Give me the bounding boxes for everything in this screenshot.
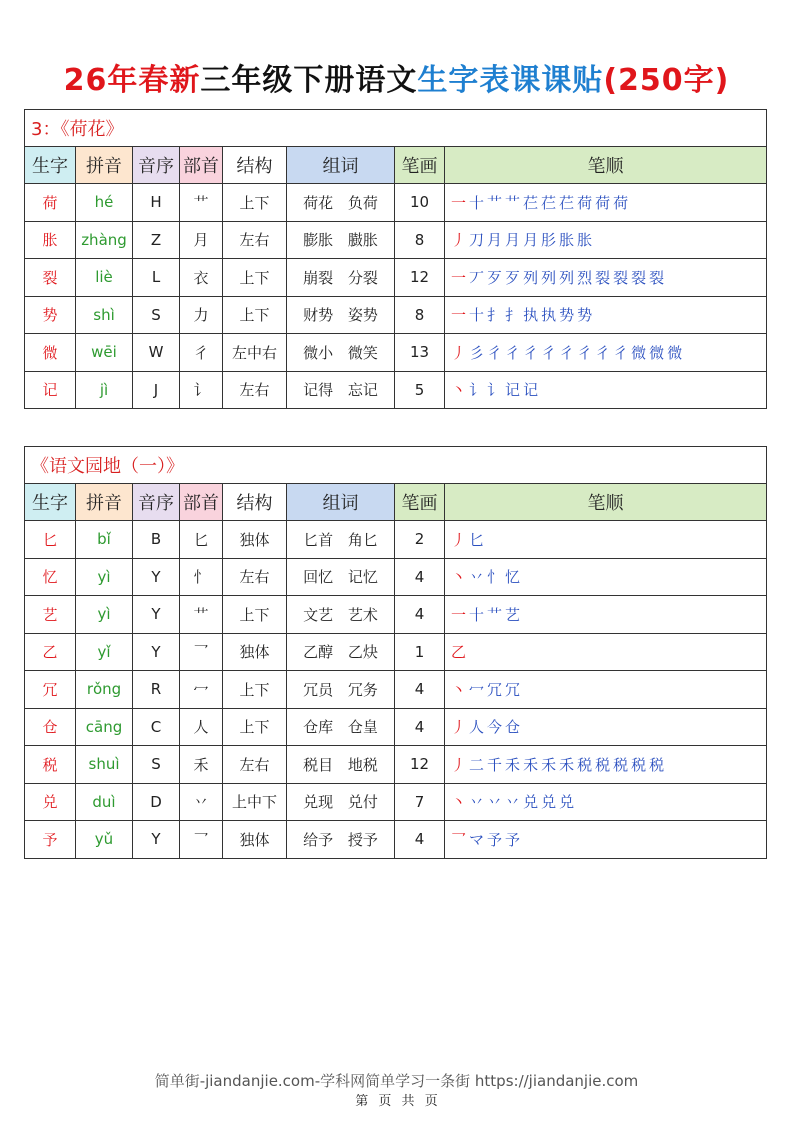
- stroke-step: 丷: [505, 793, 522, 812]
- stroke-step: 荷: [613, 193, 630, 212]
- stroke-step: 彳: [595, 343, 612, 362]
- structure-cell: 左中右: [223, 334, 287, 372]
- header-count: 笔画: [395, 484, 445, 521]
- stroke-order-cell: [445, 259, 767, 297]
- words-cell: 匕首 角匕: [287, 521, 395, 559]
- count-cell: 8: [395, 221, 445, 259]
- pinyin-cell: zhàng: [76, 221, 133, 259]
- stroke-step: 艺: [505, 605, 522, 624]
- stroke-step: 执: [523, 306, 540, 325]
- stroke-step: 税: [631, 755, 648, 774]
- words-cell: 兑现 兑付: [287, 783, 395, 821]
- stroke-order-cell: [445, 671, 767, 709]
- stroke-step: 彳: [523, 343, 540, 362]
- lesson-block-2: [24, 446, 766, 859]
- table-row: [25, 633, 767, 671]
- stroke-step: 芢: [523, 193, 540, 212]
- radical-cell: 衣: [180, 259, 223, 297]
- page-title: [0, 55, 793, 99]
- stroke-order-cell: [445, 371, 767, 409]
- char-cell: 兑: [25, 783, 76, 821]
- radical-cell: 冖: [180, 671, 223, 709]
- stroke-step: 彳: [505, 343, 522, 362]
- title-grade: 三年级下册语文: [200, 63, 418, 98]
- stroke-step: 丆: [469, 268, 486, 287]
- stroke-step: 记: [523, 381, 540, 400]
- table-row: [25, 184, 767, 222]
- table-row: [25, 296, 767, 334]
- stroke-step: 予: [505, 830, 522, 849]
- header-strokes: 笔顺: [445, 484, 767, 521]
- stroke-step: 丷: [469, 793, 486, 812]
- words-cell: 给予 授予: [287, 821, 395, 859]
- stroke-step: 税: [649, 755, 666, 774]
- stroke-order-cell: [445, 633, 767, 671]
- count-cell: 4: [395, 708, 445, 746]
- radical-cell: 禾: [180, 746, 223, 784]
- count-cell: 10: [395, 184, 445, 222]
- radical-cell: 丷: [180, 783, 223, 821]
- order-cell: H: [133, 184, 180, 222]
- order-cell: S: [133, 746, 180, 784]
- stroke-step: 荷: [595, 193, 612, 212]
- stroke-step: 匕: [469, 530, 486, 549]
- structure-cell: 上下: [223, 708, 287, 746]
- stroke-step: 丿: [451, 530, 468, 549]
- header-order: 音序: [133, 484, 180, 521]
- words-cell: 记得 忘记: [287, 371, 395, 409]
- structure-cell: 左右: [223, 371, 287, 409]
- header-count: 笔画: [395, 147, 445, 184]
- header-radical: 部首: [180, 147, 223, 184]
- stroke-step: 冖: [469, 680, 486, 699]
- char-cell: 记: [25, 371, 76, 409]
- pinyin-cell: shuì: [76, 746, 133, 784]
- stroke-step: 裂: [649, 268, 666, 287]
- pinyin-cell: yì: [76, 558, 133, 596]
- stroke-step: 禾: [559, 755, 576, 774]
- stroke-step: 税: [595, 755, 612, 774]
- stroke-step: 彡: [469, 343, 486, 362]
- char-cell: 裂: [25, 259, 76, 297]
- stroke-step: 兑: [523, 793, 540, 812]
- count-cell: 4: [395, 821, 445, 859]
- count-cell: 1: [395, 633, 445, 671]
- table-row: [25, 783, 767, 821]
- stroke-step: 彳: [487, 343, 504, 362]
- radical-cell: 彳: [180, 334, 223, 372]
- stroke-step: 裂: [595, 268, 612, 287]
- stroke-step: 艹: [505, 193, 522, 212]
- stroke-step: 列: [541, 268, 558, 287]
- stroke-step: 彳: [541, 343, 558, 362]
- stroke-step: 歹: [505, 268, 522, 287]
- stroke-step: 月: [487, 231, 504, 250]
- stroke-order-cell: [445, 783, 767, 821]
- stroke-step: 微: [667, 343, 684, 362]
- stroke-step: 丷: [469, 568, 486, 587]
- stroke-step: 刀: [469, 231, 486, 250]
- stroke-step: 裂: [613, 268, 630, 287]
- stroke-step: 芢: [559, 193, 576, 212]
- char-cell: 仓: [25, 708, 76, 746]
- order-cell: W: [133, 334, 180, 372]
- pinyin-cell: shì: [76, 296, 133, 334]
- stroke-step: 执: [541, 306, 558, 325]
- stroke-step: 丷: [487, 793, 504, 812]
- stroke-step: 列: [559, 268, 576, 287]
- count-cell: 5: [395, 371, 445, 409]
- stroke-step: 今: [487, 718, 504, 737]
- stroke-step: 乛: [451, 830, 468, 849]
- words-cell: 膨胀 臌胀: [287, 221, 395, 259]
- radical-cell: 乛: [180, 633, 223, 671]
- header-structure: 结构: [223, 147, 287, 184]
- order-cell: L: [133, 259, 180, 297]
- stroke-step: 丶: [451, 680, 468, 699]
- order-cell: R: [133, 671, 180, 709]
- order-cell: Y: [133, 596, 180, 634]
- table-row: [25, 221, 767, 259]
- stroke-order-cell: [445, 521, 767, 559]
- stroke-step: 丶: [451, 568, 468, 587]
- char-cell: 冗: [25, 671, 76, 709]
- stroke-step: 扌: [487, 306, 504, 325]
- character-table: [24, 109, 767, 409]
- header-pinyin: 拼音: [76, 484, 133, 521]
- stroke-step: 税: [613, 755, 630, 774]
- table-header: [25, 147, 767, 184]
- stroke-step: 十: [469, 306, 486, 325]
- stroke-step: 千: [487, 755, 504, 774]
- order-cell: J: [133, 371, 180, 409]
- order-cell: Z: [133, 221, 180, 259]
- stroke-step: 扌: [505, 306, 522, 325]
- pinyin-cell: yǐ: [76, 633, 133, 671]
- stroke-step: 十: [469, 605, 486, 624]
- table-row: [25, 371, 767, 409]
- header-strokes: 笔顺: [445, 147, 767, 184]
- pinyin-cell: yì: [76, 596, 133, 634]
- table-row: [25, 708, 767, 746]
- header-order: 音序: [133, 147, 180, 184]
- table-row: [25, 821, 767, 859]
- header-radical: 部首: [180, 484, 223, 521]
- stroke-step: 忄: [487, 568, 504, 587]
- stroke-step: 势: [577, 306, 594, 325]
- stroke-order-cell: [445, 746, 767, 784]
- stroke-step: 忆: [505, 568, 522, 587]
- pinyin-cell: liè: [76, 259, 133, 297]
- table-row: [25, 558, 767, 596]
- stroke-step: 胀: [577, 231, 594, 250]
- stroke-step: 仓: [505, 718, 522, 737]
- words-cell: 仓库 仓皇: [287, 708, 395, 746]
- structure-cell: 左右: [223, 746, 287, 784]
- stroke-order-cell: [445, 596, 767, 634]
- table-header: [25, 484, 767, 521]
- header-words: 组词: [287, 147, 395, 184]
- order-cell: B: [133, 521, 180, 559]
- char-cell: 予: [25, 821, 76, 859]
- radical-cell: 艹: [180, 596, 223, 634]
- stroke-step: 记: [505, 381, 522, 400]
- stroke-step: 彳: [577, 343, 594, 362]
- char-cell: 艺: [25, 596, 76, 634]
- radical-cell: 人: [180, 708, 223, 746]
- stroke-step: 艹: [487, 605, 504, 624]
- header-structure: 结构: [223, 484, 287, 521]
- pinyin-cell: jì: [76, 371, 133, 409]
- char-cell: 势: [25, 296, 76, 334]
- stroke-step: 艹: [487, 193, 504, 212]
- pinyin-cell: duì: [76, 783, 133, 821]
- stroke-step: 丿: [451, 343, 468, 362]
- stroke-step: 丶: [451, 381, 468, 400]
- stroke-step: 禾: [523, 755, 540, 774]
- stroke-step: 烈: [577, 268, 594, 287]
- structure-cell: 上中下: [223, 783, 287, 821]
- header-words: 组词: [287, 484, 395, 521]
- stroke-step: 十: [469, 193, 486, 212]
- char-cell: 税: [25, 746, 76, 784]
- character-table: [24, 446, 767, 859]
- stroke-step: マ: [469, 830, 486, 849]
- stroke-step: 裂: [631, 268, 648, 287]
- pinyin-cell: rǒng: [76, 671, 133, 709]
- lesson-rows: [25, 184, 767, 409]
- stroke-order-cell: [445, 708, 767, 746]
- order-cell: C: [133, 708, 180, 746]
- radical-cell: 力: [180, 296, 223, 334]
- structure-cell: 上下: [223, 596, 287, 634]
- order-cell: S: [133, 296, 180, 334]
- stroke-order-cell: [445, 184, 767, 222]
- stroke-step: 微: [631, 343, 648, 362]
- title-year: 26年春新: [63, 63, 201, 98]
- header-pinyin: 拼音: [76, 147, 133, 184]
- count-cell: 13: [395, 334, 445, 372]
- char-cell: 微: [25, 334, 76, 372]
- stroke-step: 荷: [577, 193, 594, 212]
- char-cell: 胀: [25, 221, 76, 259]
- structure-cell: 独体: [223, 633, 287, 671]
- structure-cell: 上下: [223, 296, 287, 334]
- stroke-step: 列: [523, 268, 540, 287]
- stroke-order-cell: [445, 221, 767, 259]
- radical-cell: 月: [180, 221, 223, 259]
- words-cell: 乙醇 乙炔: [287, 633, 395, 671]
- pinyin-cell: cāng: [76, 708, 133, 746]
- count-cell: 7: [395, 783, 445, 821]
- count-cell: 4: [395, 558, 445, 596]
- count-cell: 2: [395, 521, 445, 559]
- stroke-order-cell: [445, 821, 767, 859]
- stroke-step: 丿: [451, 231, 468, 250]
- radical-cell: 匕: [180, 521, 223, 559]
- stroke-step: 一: [451, 193, 468, 212]
- table-row: [25, 596, 767, 634]
- words-cell: 文艺 艺术: [287, 596, 395, 634]
- words-cell: 回忆 记忆: [287, 558, 395, 596]
- lesson-title: 3：《荷花》: [25, 110, 767, 147]
- char-cell: 荷: [25, 184, 76, 222]
- stroke-order-cell: [445, 334, 767, 372]
- stroke-step: 丶: [451, 793, 468, 812]
- stroke-step: 月: [523, 231, 540, 250]
- page-counter: 第 页 共 页: [355, 1094, 438, 1109]
- stroke-step: 丿: [451, 718, 468, 737]
- stroke-step: 人: [469, 718, 486, 737]
- lesson-title: 《语文园地（一）》: [25, 447, 767, 484]
- table-row: [25, 334, 767, 372]
- words-cell: 崩裂 分裂: [287, 259, 395, 297]
- stroke-step: 歹: [487, 268, 504, 287]
- count-cell: 4: [395, 596, 445, 634]
- table-row: [25, 521, 767, 559]
- radical-cell: 忄: [180, 558, 223, 596]
- radical-cell: 讠: [180, 371, 223, 409]
- char-cell: 乙: [25, 633, 76, 671]
- count-cell: 12: [395, 259, 445, 297]
- count-cell: 12: [395, 746, 445, 784]
- words-cell: 冗员 冗务: [287, 671, 395, 709]
- stroke-step: 禾: [505, 755, 522, 774]
- stroke-step: 月: [505, 231, 522, 250]
- table-row: [25, 746, 767, 784]
- stroke-step: 二: [469, 755, 486, 774]
- stroke-step: 彳: [613, 343, 630, 362]
- header-char: 生字: [25, 147, 76, 184]
- structure-cell: 上下: [223, 259, 287, 297]
- stroke-step: 彳: [559, 343, 576, 362]
- stroke-step: 冗: [487, 680, 504, 699]
- structure-cell: 独体: [223, 521, 287, 559]
- stroke-step: 讠: [487, 381, 504, 400]
- count-cell: 8: [395, 296, 445, 334]
- stroke-step: 芢: [541, 193, 558, 212]
- char-cell: 忆: [25, 558, 76, 596]
- structure-cell: 左右: [223, 558, 287, 596]
- order-cell: D: [133, 783, 180, 821]
- count-cell: 4: [395, 671, 445, 709]
- order-cell: Y: [133, 821, 180, 859]
- radical-cell: 艹: [180, 184, 223, 222]
- title-subject: 生字表课课贴: [417, 63, 604, 98]
- stroke-order-cell: [445, 558, 767, 596]
- pinyin-cell: wēi: [76, 334, 133, 372]
- stroke-step: 税: [577, 755, 594, 774]
- words-cell: 税目 地税: [287, 746, 395, 784]
- stroke-step: 兑: [541, 793, 558, 812]
- lesson-rows: [25, 521, 767, 859]
- pinyin-cell: bǐ: [76, 521, 133, 559]
- stroke-step: 势: [559, 306, 576, 325]
- structure-cell: 上下: [223, 184, 287, 222]
- title-count: (250字): [603, 63, 730, 98]
- lesson-block-1: [24, 109, 766, 409]
- words-cell: 财势 姿势: [287, 296, 395, 334]
- stroke-step: 一: [451, 605, 468, 624]
- stroke-step: 乙: [451, 643, 468, 662]
- stroke-step: 禾: [541, 755, 558, 774]
- stroke-step: 丿: [451, 755, 468, 774]
- stroke-step: 一: [451, 306, 468, 325]
- table-row: [25, 259, 767, 297]
- structure-cell: 左右: [223, 221, 287, 259]
- stroke-step: 微: [649, 343, 666, 362]
- stroke-step: 冗: [505, 680, 522, 699]
- table-row: [25, 671, 767, 709]
- structure-cell: 独体: [223, 821, 287, 859]
- stroke-step: 予: [487, 830, 504, 849]
- stroke-step: 胀: [559, 231, 576, 250]
- words-cell: 荷花 负荷: [287, 184, 395, 222]
- stroke-step: 一: [451, 268, 468, 287]
- stroke-order-cell: [445, 296, 767, 334]
- stroke-step: 讠: [469, 381, 486, 400]
- pinyin-cell: yǔ: [76, 821, 133, 859]
- order-cell: Y: [133, 558, 180, 596]
- order-cell: Y: [133, 633, 180, 671]
- words-cell: 微小 微笑: [287, 334, 395, 372]
- stroke-step: 兑: [559, 793, 576, 812]
- structure-cell: 上下: [223, 671, 287, 709]
- stroke-step: 肜: [541, 231, 558, 250]
- header-char: 生字: [25, 484, 76, 521]
- footer-source: 简单街-jiandanjie.com-学科网简单学习一条街 https://jiandanjie.com: [154, 1072, 639, 1090]
- pinyin-cell: hé: [76, 184, 133, 222]
- char-cell: 匕: [25, 521, 76, 559]
- radical-cell: 乛: [180, 821, 223, 859]
